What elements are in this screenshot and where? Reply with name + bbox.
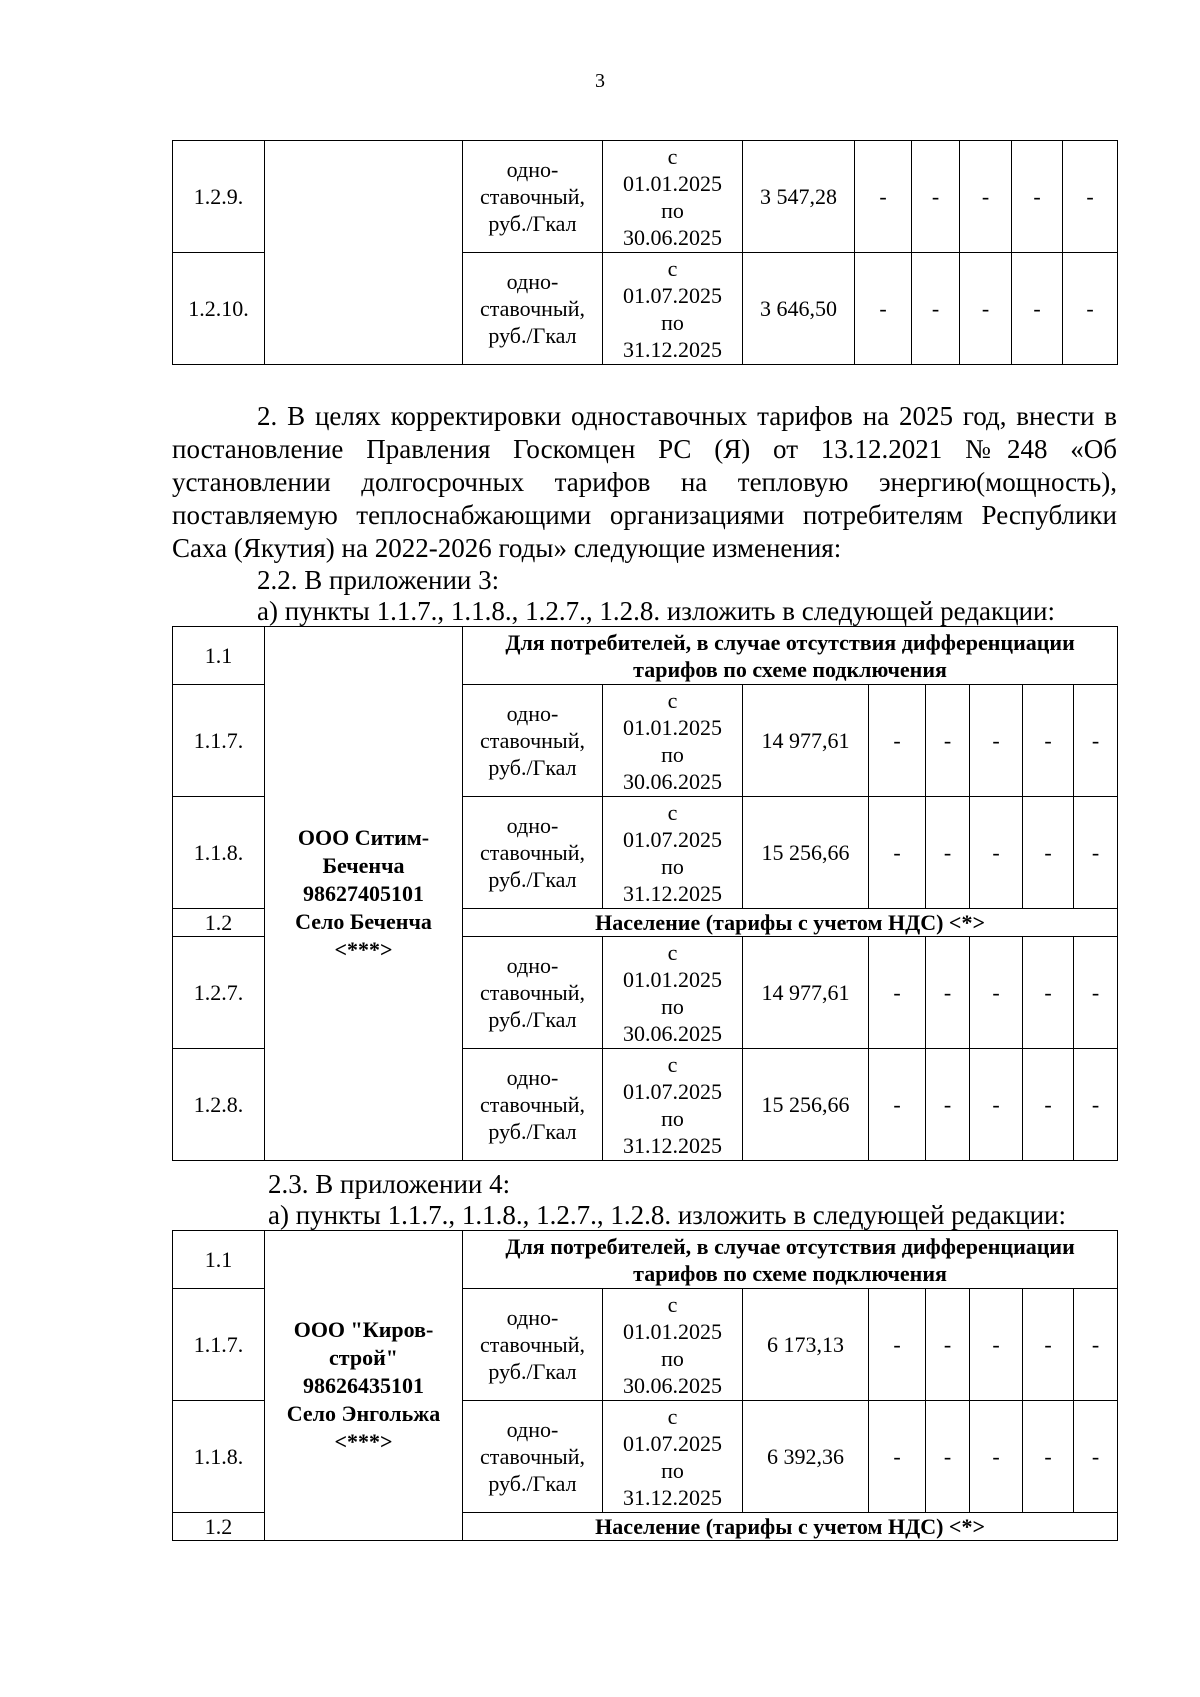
dash-cell: - <box>855 253 912 365</box>
tariff-value: 6 392,36 <box>743 1401 869 1513</box>
row-number: 1.2.7. <box>173 937 265 1049</box>
dash-cell: - <box>1074 685 1118 797</box>
tariff-period: с 01.01.2025 по 30.06.2025 <box>603 685 743 797</box>
dash-cell: - <box>1012 253 1063 365</box>
dash-cell: - <box>869 1049 926 1161</box>
dash-cell: - <box>926 937 970 1049</box>
tariff-period: с 01.01.2025 по 30.06.2025 <box>603 937 743 1049</box>
tariff-type: одно- ставочный, руб./Гкал <box>463 1401 603 1513</box>
dash-cell: - <box>1023 1049 1074 1161</box>
dash-cell: - <box>1074 1401 1118 1513</box>
dash-cell: - <box>869 1289 926 1401</box>
tariff-period: с 01.07.2025 по 31.12.2025 <box>603 1049 743 1161</box>
row-number: 1.2 <box>173 909 265 937</box>
dash-cell: - <box>1023 685 1074 797</box>
dash-cell: - <box>1023 937 1074 1049</box>
tariff-value: 15 256,66 <box>743 1049 869 1161</box>
paragraph-2: 2. В целях корректировки одноставочных тарифов на 2025 год, внести в постановление Правления Госкомцен РС (Я) от 13.12.2021 №248 «Об установлении долгосрочных тарифов на тепловую энергию(мощность), поставляемую теплоснабжающими организациями потребителям Республики Саха (Якутия) на 2022-2026 годы» следующие изменения: <box>172 401 1117 563</box>
dash-cell: - <box>869 1401 926 1513</box>
tariff-value: 14 977,61 <box>743 685 869 797</box>
subsection-2-2-a: а) пункты 1.1.7., 1.1.8., 1.2.7., 1.2.8. изложить в следующей редакции: <box>257 596 1055 626</box>
dash-cell: - <box>970 1401 1023 1513</box>
dash-cell: - <box>926 685 970 797</box>
tariff-value: 14 977,61 <box>743 937 869 1049</box>
tariff-table-appendix-3 <box>172 626 1118 1161</box>
dash-cell: - <box>960 141 1012 253</box>
tariff-type: одно- ставочный, руб./Гкал <box>463 937 603 1049</box>
org-cell-empty <box>265 141 463 365</box>
row-number: 1.1.8. <box>173 797 265 909</box>
row-number: 1.2 <box>173 1513 265 1541</box>
tariff-type: одно- ставочный, руб./Гкал <box>463 1049 603 1161</box>
dash-cell: - <box>926 1289 970 1401</box>
category-label: Для потребителей, в случае отсутствия дифференциации тарифов по схеме подключения <box>463 627 1118 685</box>
tariff-period: с 01.07.2025 по 31.12.2025 <box>603 1401 743 1513</box>
category-label: Население (тарифы с учетом НДС) <*> <box>463 909 1118 937</box>
dash-cell: - <box>970 797 1023 909</box>
tariff-table-appendix-4 <box>172 1230 1118 1541</box>
dash-cell: - <box>912 141 960 253</box>
row-number: 1.1.8. <box>173 1401 265 1513</box>
category-row <box>173 627 1118 685</box>
dash-cell: - <box>1023 1401 1074 1513</box>
tariff-value: 3 646,50 <box>743 253 855 365</box>
subsection-2-3-a: а) пункты 1.1.7., 1.1.8., 1.2.7., 1.2.8. изложить в следующей редакции: <box>268 1200 1066 1230</box>
tariff-period: с 01.07.2025 по 31.12.2025 <box>603 797 743 909</box>
dash-cell: - <box>1023 1289 1074 1401</box>
tariff-period: с 01.01.2025 по 30.06.2025 <box>603 141 743 253</box>
tariff-type: одно- ставочный, руб./Гкал <box>463 797 603 909</box>
dash-cell: - <box>1074 1289 1118 1401</box>
dash-cell: - <box>855 141 912 253</box>
dash-cell: - <box>869 685 926 797</box>
dash-cell: - <box>960 253 1012 365</box>
row-number: 1.1 <box>173 627 265 685</box>
page-number: 3 <box>595 70 605 92</box>
dash-cell: - <box>970 685 1023 797</box>
category-label: Для потребителей, в случае отсутствия дифференциации тарифов по схеме подключения <box>463 1231 1118 1289</box>
dash-cell: - <box>912 253 960 365</box>
tariff-value: 3 547,28 <box>743 141 855 253</box>
tariff-table-continuation <box>172 140 1118 365</box>
tariff-period: с 01.01.2025 по 30.06.2025 <box>603 1289 743 1401</box>
tariff-type: одно- ставочный, руб./Гкал <box>463 253 603 365</box>
tariff-type: одно- ставочный, руб./Гкал <box>463 141 603 253</box>
dash-cell: - <box>1074 937 1118 1049</box>
category-label: Население (тарифы с учетом НДС) <*> <box>463 1513 1118 1541</box>
dash-cell: - <box>1063 253 1118 365</box>
dash-cell: - <box>869 937 926 1049</box>
dash-cell: - <box>1074 1049 1118 1161</box>
dash-cell: - <box>1012 141 1063 253</box>
category-row <box>173 1231 1118 1289</box>
dash-cell: - <box>926 1049 970 1161</box>
dash-cell: - <box>1074 797 1118 909</box>
dash-cell: - <box>1023 797 1074 909</box>
table-row <box>173 141 1118 253</box>
tariff-value: 6 173,13 <box>743 1289 869 1401</box>
subsection-2-2: 2.2. В приложении 3: <box>257 565 500 595</box>
row-number: 1.2.9. <box>173 141 265 253</box>
row-number: 1.1.7. <box>173 685 265 797</box>
tariff-value: 15 256,66 <box>743 797 869 909</box>
row-number: 1.2.8. <box>173 1049 265 1161</box>
subsection-2-3: 2.3. В приложении 4: <box>268 1169 511 1199</box>
organization-cell: ООО "Киров- строй" 98626435101 Село Энгольжа <***> <box>265 1231 463 1541</box>
row-number: 1.1.7. <box>173 1289 265 1401</box>
dash-cell: - <box>970 1049 1023 1161</box>
organization-cell: ООО Ситим- Беченча 98627405101 Село Беченча <***> <box>265 627 463 1161</box>
dash-cell: - <box>970 937 1023 1049</box>
dash-cell: - <box>1063 141 1118 253</box>
dash-cell: - <box>970 1289 1023 1401</box>
row-number: 1.2.10. <box>173 253 265 365</box>
tariff-type: одно- ставочный, руб./Гкал <box>463 685 603 797</box>
dash-cell: - <box>926 797 970 909</box>
dash-cell: - <box>926 1401 970 1513</box>
tariff-period: с 01.07.2025 по 31.12.2025 <box>603 253 743 365</box>
tariff-type: одно- ставочный, руб./Гкал <box>463 1289 603 1401</box>
dash-cell: - <box>869 797 926 909</box>
row-number: 1.1 <box>173 1231 265 1289</box>
